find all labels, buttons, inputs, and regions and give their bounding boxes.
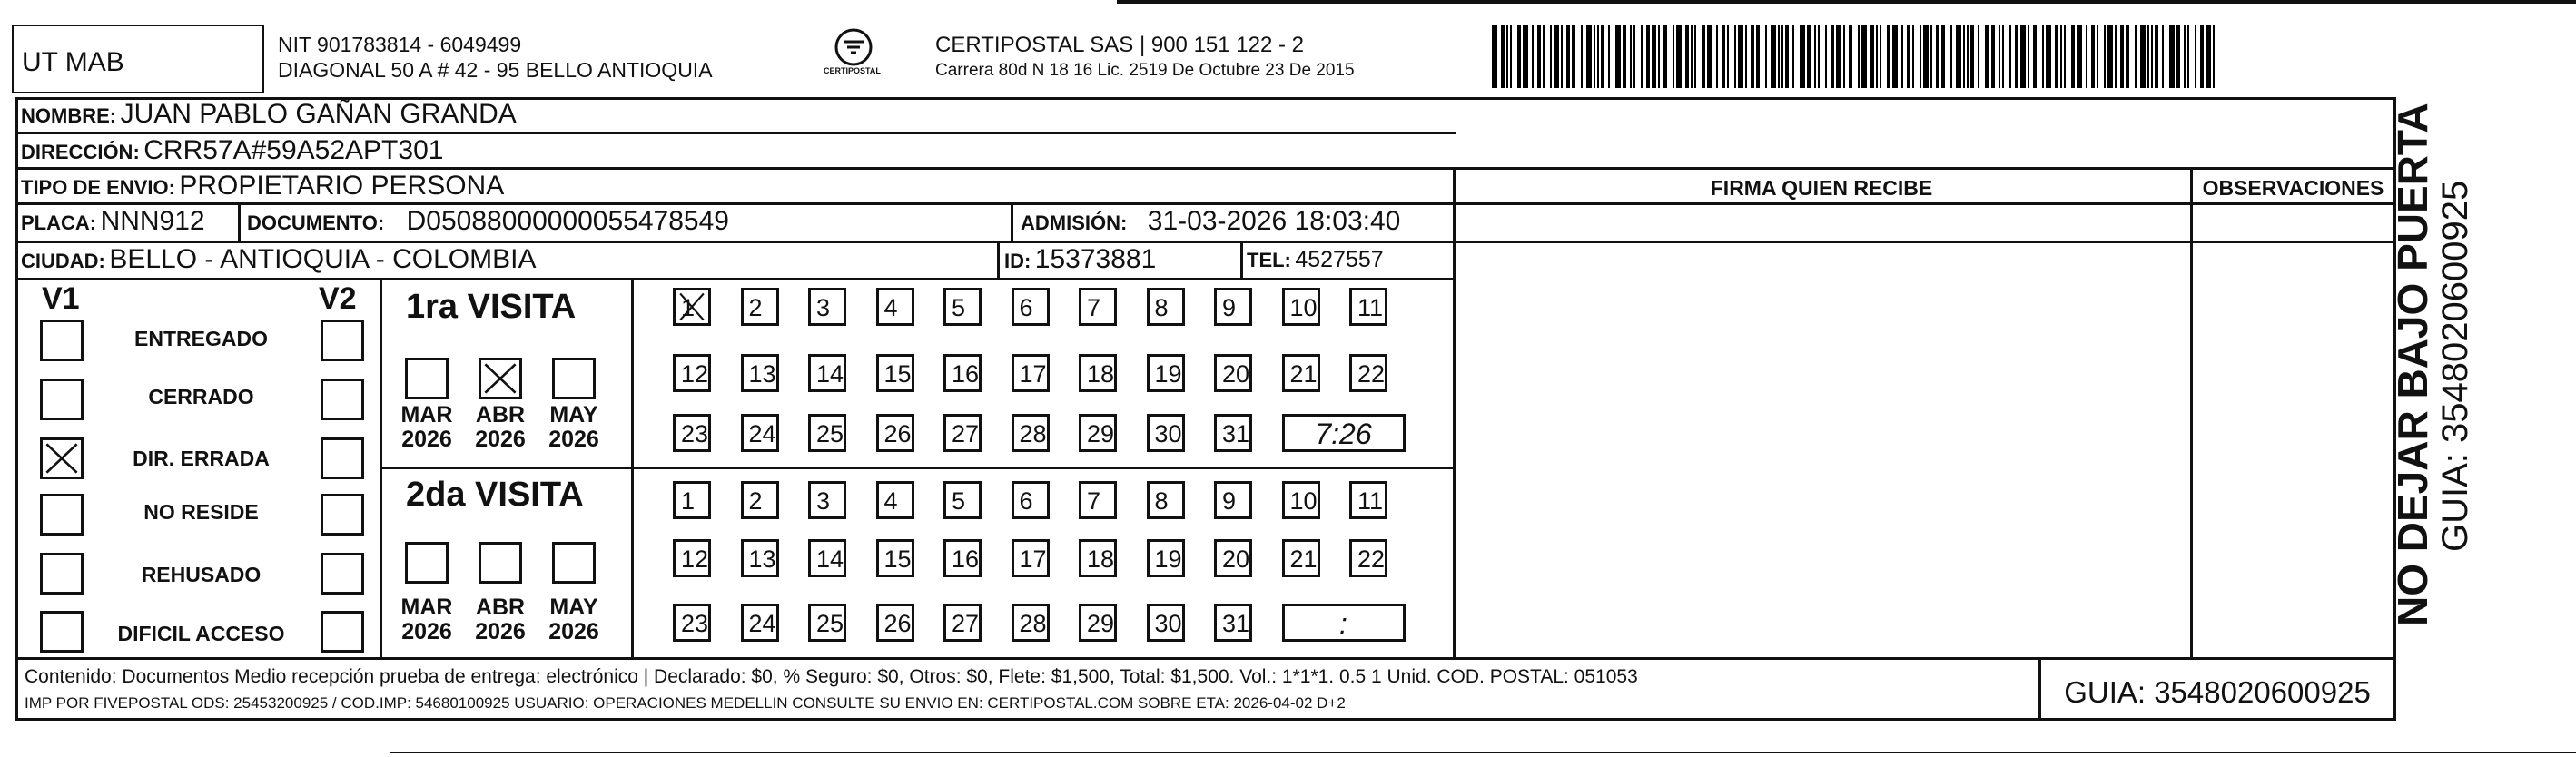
day-box[interactable]: 9 (1214, 481, 1252, 519)
day-box[interactable]: 3 (808, 481, 846, 519)
status-label: DIFICIL ACCESO (117, 622, 285, 645)
barcode-bar (1572, 25, 1575, 88)
barcode-bar (1814, 25, 1816, 88)
sender-address: DIAGONAL 50 A # 42 - 95 BELLO ANTIOQUIA (278, 58, 713, 82)
day-box[interactable]: 7 (1079, 288, 1117, 326)
visit1-title: 1ra VISITA (406, 288, 577, 326)
status-label: NO RESIDE (143, 500, 259, 524)
month-checkbox[interactable] (479, 542, 522, 584)
barcode-bar (2055, 25, 2058, 88)
barcode-bar (1920, 25, 1921, 88)
barcode-bar (2135, 25, 2137, 88)
day-box[interactable]: 29 (1079, 604, 1117, 642)
v1-checkbox[interactable] (40, 320, 84, 361)
barcode-bar (2155, 25, 2158, 88)
barcode-bar (1623, 25, 1626, 88)
barcode-bar (2120, 25, 2124, 88)
documento-row (247, 208, 729, 235)
barcode-bar (2046, 25, 2051, 88)
placa-row (21, 208, 205, 235)
admision-label: ADMISIÓN: (1021, 211, 1128, 234)
day-box[interactable]: 16 (943, 539, 982, 577)
barcode-bar (2176, 25, 2180, 88)
barcode-bar (1685, 25, 1689, 88)
month-label (469, 595, 532, 644)
barcode-bar (1751, 25, 1754, 88)
v2-checkbox[interactable] (321, 320, 364, 361)
day-box[interactable]: 22 (1349, 354, 1387, 392)
day-box[interactable]: 23 (673, 604, 711, 642)
barcode-bar (1967, 25, 1969, 88)
barcode-bar (1825, 25, 1827, 88)
footer-line2: IMP POR FIVEPOSTAL ODS: 25453200925 / COD.IMP: 54680100925 USUARIO: OPERACIONES MEDELLIN CONSULTE SU ENVIO EN: CERTIPOSTAL.COM SOBRE ETA: 2026-04-02 D+2 (25, 694, 1346, 712)
barcode-bar (1999, 25, 2000, 88)
barcode-bar (1800, 25, 1805, 88)
barcode-bar (1756, 25, 1760, 88)
day-box[interactable]: 14 (808, 539, 846, 577)
placa-label: PLACA: (21, 211, 97, 234)
month-name: ABR (475, 595, 526, 620)
barcode-bar (2020, 25, 2026, 88)
month-year: 2026 (401, 427, 452, 452)
v1-checkbox[interactable] (40, 494, 84, 536)
barcode-bar (1658, 25, 1660, 88)
barcode (1492, 25, 2218, 88)
day-box[interactable]: 13 (741, 539, 779, 577)
month-checkbox[interactable] (405, 542, 449, 584)
day-box[interactable]: 8 (1147, 288, 1185, 326)
month-label (542, 403, 606, 452)
day-box[interactable]: 12 (673, 354, 711, 392)
barcode-bar (2151, 25, 2153, 88)
row-rule (15, 167, 1456, 170)
barcode-bar (2071, 25, 2075, 88)
day-box[interactable]: 15 (876, 354, 914, 392)
observaciones-label: OBSERVACIONES (2202, 176, 2384, 200)
barcode-bar (1586, 25, 1592, 88)
day-box[interactable]: 26 (876, 604, 914, 642)
barcode-bar (1923, 25, 1929, 88)
direccion-label: DIRECCIÓN: (21, 141, 140, 163)
day-box[interactable]: 7 (1079, 481, 1117, 519)
id-row (1004, 246, 1156, 273)
day-box[interactable]: 9 (1214, 288, 1252, 326)
barcode-bar (1566, 25, 1570, 88)
barcode-bar (1887, 25, 1890, 88)
barcode-bar (2147, 25, 2149, 88)
documento-label: DOCUMENTO: (247, 211, 385, 234)
day-box[interactable]: 22 (1349, 539, 1387, 577)
row-rule (2190, 241, 2396, 243)
v1-checkbox[interactable] (40, 611, 84, 653)
barcode-bar (1702, 25, 1705, 88)
day-box[interactable]: 31 (1214, 604, 1252, 642)
barcode-bar (2187, 25, 2189, 88)
barcode-bar (1901, 25, 1903, 88)
month-checkbox[interactable] (552, 542, 596, 584)
direccion-row (21, 137, 443, 164)
admision-value: 31-03-2026 18:03:40 (1147, 206, 1401, 236)
day-box[interactable]: 16 (943, 354, 982, 392)
month-name: MAR (400, 402, 453, 428)
company-name: CERTIPOSTAL SAS | 900 151 122 - 2 (935, 33, 1304, 57)
month-year: 2026 (475, 427, 526, 452)
day-box[interactable]: 20 (1214, 354, 1252, 392)
barcode-bar (1646, 25, 1650, 88)
placa-value: NNN912 (100, 206, 205, 236)
col-rule (238, 202, 241, 241)
barcode-bar (1849, 25, 1852, 88)
barcode-bar (1506, 25, 1508, 88)
ciudad-row (21, 246, 536, 273)
status-label: REHUSADO (141, 563, 262, 586)
month-name: ABR (475, 402, 526, 428)
nombre-label: NOMBRE: (21, 104, 117, 127)
barcode-bar (1722, 25, 1725, 88)
v1-checkbox[interactable] (40, 437, 84, 479)
barcode-bar (1818, 25, 1820, 88)
barcode-bar (1807, 25, 1811, 88)
day-box[interactable]: 27 (943, 604, 982, 642)
barcode-bar (1523, 25, 1528, 88)
day-box[interactable]: 27 (943, 414, 982, 452)
barcode-bar (1912, 25, 1914, 88)
barcode-bar (1561, 25, 1563, 88)
day-box[interactable]: 25 (808, 414, 846, 452)
day-box[interactable]: 8 (1147, 481, 1185, 519)
barcode-bar (1843, 25, 1845, 88)
barcode-bar (1543, 25, 1545, 88)
row-rule (1453, 167, 2396, 170)
barcode-bar (2077, 25, 2082, 88)
v2-label: V2 (319, 281, 357, 316)
status-label: ENTREGADO (134, 327, 268, 350)
barcode-bar (1963, 25, 1965, 88)
month-year: 2026 (548, 619, 599, 644)
barcode-bar (2028, 25, 2029, 88)
barcode-bar (1608, 25, 1610, 88)
barcode-bar (2060, 25, 2062, 88)
barcode-bar (1532, 25, 1534, 88)
barcode-bar (1792, 25, 1794, 88)
bottom-rule (390, 752, 2576, 753)
day-box[interactable]: 4 (876, 481, 914, 519)
barcode-bar (2033, 25, 2037, 88)
direccion-value: CRR57A#59A52APT301 (143, 135, 444, 165)
barcode-bar (1870, 25, 1874, 88)
barcode-bar (1876, 25, 1878, 88)
v1-label: V1 (42, 281, 80, 316)
month-name: MAY (549, 402, 598, 428)
day-box[interactable]: 24 (741, 414, 779, 452)
day-box[interactable]: 3 (808, 288, 846, 326)
status-label: CERRADO (148, 385, 254, 408)
barcode-bar (2140, 25, 2146, 88)
v1-checkbox[interactable] (40, 553, 84, 595)
month-year: 2026 (401, 619, 452, 644)
barcode-bar (1517, 25, 1521, 88)
day-box[interactable]: 12 (673, 539, 711, 577)
barcode-bar (2107, 25, 2113, 88)
id-value: 15373881 (1034, 244, 1157, 274)
barcode-bar (2002, 25, 2004, 88)
barcode-bar (1738, 25, 1743, 88)
barcode-bar (2184, 25, 2186, 88)
barcode-bar (2091, 25, 2095, 88)
day-box[interactable]: 2 (741, 288, 779, 326)
time-box[interactable]: 7:26 (1282, 414, 1406, 452)
barcode-bar (1630, 25, 1632, 88)
barcode-bar (2009, 25, 2011, 88)
barcode-bar (1956, 25, 1961, 88)
barcode-bar (1716, 25, 1718, 88)
side-guia: GUIA: 3548020600925 (2435, 180, 2475, 552)
tipo-row (21, 172, 504, 200)
barcode-bar (1510, 25, 1512, 88)
no-dejar-text: NO DEJAR BAJO PUERTA (2389, 103, 2436, 626)
day-box[interactable]: 24 (741, 604, 779, 642)
barcode-bar (2169, 25, 2175, 88)
barcode-bar (1831, 25, 1834, 88)
barcode-bar (1501, 25, 1505, 88)
barcode-bar (1778, 25, 1780, 88)
id-label: ID: (1004, 250, 1031, 272)
barcode-bar (1601, 25, 1604, 88)
day-mark (676, 290, 708, 323)
v2-checkbox[interactable] (321, 611, 364, 653)
barcode-bar (1836, 25, 1841, 88)
day-box[interactable]: 17 (1012, 354, 1050, 392)
barcode-bar (2115, 25, 2117, 88)
barcode-bar (1676, 25, 1682, 88)
barcode-bar (1907, 25, 1910, 88)
col-rule (1240, 241, 1243, 278)
v2-checkbox[interactable] (321, 494, 364, 536)
barcode-bar (1970, 25, 1974, 88)
day-box[interactable]: 26 (876, 414, 914, 452)
day-box[interactable]: 13 (741, 354, 779, 392)
day-box[interactable]: 18 (1079, 539, 1117, 577)
month-label (469, 403, 532, 452)
barcode-bar (1727, 25, 1729, 88)
day-box[interactable]: 4 (876, 288, 914, 326)
nombre-value: JUAN PABLO GAÑAN GRANDA (120, 99, 517, 129)
barcode-bar (2213, 25, 2215, 88)
day-box[interactable]: 2 (741, 481, 779, 519)
documento-value: D05088000000055478549 (406, 206, 729, 236)
barcode-bar (1615, 25, 1621, 88)
barcode-bar (1930, 25, 1932, 88)
col-rule (1453, 167, 1456, 657)
day-box[interactable]: 21 (1282, 539, 1320, 577)
barcode-bar (2064, 25, 2066, 88)
month-checkbox[interactable] (552, 358, 596, 399)
barcode-bar (1492, 25, 1497, 88)
tipo-value: PROPIETARIO PERSONA (179, 171, 505, 201)
barcode-bar (2042, 25, 2044, 88)
barcode-bar (1691, 25, 1693, 88)
barcode-bar (1861, 25, 1867, 88)
day-box[interactable]: 17 (1012, 539, 1050, 577)
row-rule (380, 467, 1453, 469)
barcode-bar (1594, 25, 1595, 88)
barcode-bar (1597, 25, 1599, 88)
day-box[interactable]: 20 (1214, 539, 1252, 577)
day-box[interactable]: 1 (673, 288, 711, 326)
barcode-bar (2126, 25, 2129, 88)
barcode-bar (1892, 25, 1898, 88)
day-box[interactable]: 15 (876, 539, 914, 577)
day-box[interactable]: 6 (1012, 288, 1050, 326)
barcode-bar (1785, 25, 1789, 88)
month-checkbox[interactable] (479, 358, 522, 399)
barcode-bar (1771, 25, 1776, 88)
v2-checkbox[interactable] (321, 378, 364, 420)
tel-label: TEL: (1247, 249, 1291, 271)
barcode-bar (1941, 25, 1945, 88)
barcode-bar (1745, 25, 1747, 88)
barcode-bar (1978, 25, 1979, 88)
barcode-bar (2097, 25, 2098, 88)
day-box[interactable]: 23 (673, 414, 711, 452)
month-label (395, 595, 459, 644)
sender-name: UT MAB (22, 47, 124, 77)
tel-value: 4527557 (1295, 247, 1384, 272)
visit2-title: 2da VISITA (406, 476, 584, 514)
barcode-bar (2104, 25, 2106, 88)
day-box[interactable]: 29 (1079, 414, 1117, 452)
footer-line1: Contenido: Documentos Medio recepción prueba de entrega: electrónico | Declarado: $0, % Seguro: $0, Otros: $0, Flete: $1,500, Total: $1,500. Vol.: 1*1*1. 0.5 1 Unid. COD. POSTAL: 051053 (25, 666, 1638, 687)
barcode-bar (1985, 25, 1990, 88)
day-box[interactable]: 10 (1282, 481, 1320, 519)
day-box[interactable]: 21 (1282, 354, 1320, 392)
month-label (542, 595, 606, 644)
firma-label: FIRMA QUIEN RECIBE (1710, 176, 1933, 200)
barcode-bar (2200, 25, 2204, 88)
tel-row (1247, 249, 1384, 271)
month-name: MAY (549, 595, 598, 620)
month-label (395, 403, 459, 452)
barcode-bar (1880, 25, 1881, 88)
ciudad-label: CIUDAD: (21, 250, 105, 272)
day-box[interactable]: 19 (1147, 539, 1185, 577)
top-rule (1117, 0, 2576, 4)
day-box[interactable]: 30 (1147, 604, 1185, 642)
barcode-bar (1550, 25, 1552, 88)
barcode-bar (1694, 25, 1696, 88)
day-box[interactable]: 10 (1282, 288, 1320, 326)
col-rule (2190, 167, 2193, 657)
sender-nit: NIT 901783814 - 6049499 (278, 33, 522, 56)
month-name: MAR (400, 595, 453, 620)
day-box[interactable]: 5 (943, 288, 982, 326)
barcode-bar (1950, 25, 1952, 88)
v1-checkbox[interactable] (40, 378, 84, 420)
v2-checkbox[interactable] (321, 553, 364, 595)
barcode-bar (1581, 25, 1583, 88)
logo-text: CERTIPOSTAL (824, 66, 881, 75)
month-year: 2026 (475, 619, 526, 644)
day-box[interactable]: 31 (1214, 414, 1252, 452)
row-rule (15, 132, 1456, 134)
barcode-bar (2195, 25, 2196, 88)
day-box[interactable]: 11 (1349, 481, 1387, 519)
barcode-bar (1641, 25, 1643, 88)
day-box[interactable]: 14 (808, 354, 846, 392)
barcode-bar (1936, 25, 1939, 88)
admision-row (1021, 208, 1400, 235)
status-label: DIR. ERRADA (133, 447, 270, 470)
barcode-bar (1734, 25, 1736, 88)
col-rule (1011, 202, 1013, 241)
company-address: Carrera 80d N 18 16 Lic. 2519 De Octubre 23 De 2015 (935, 61, 1355, 80)
month-year: 2026 (548, 427, 599, 452)
time-box[interactable]: : (1282, 604, 1406, 642)
day-box[interactable]: 28 (1012, 414, 1050, 452)
footer-guia: GUIA: 3548020600925 (2064, 675, 2371, 709)
col-rule (997, 241, 1000, 278)
barcode-bar (1707, 25, 1712, 88)
barcode-bar (1765, 25, 1767, 88)
day-box[interactable]: 28 (1012, 604, 1050, 642)
row-rule (15, 202, 2396, 205)
barcode-bar (2086, 25, 2087, 88)
day-box[interactable]: 30 (1147, 414, 1185, 452)
day-box[interactable]: 5 (943, 481, 982, 519)
ciudad-value: BELLO - ANTIOQUIA - COLOMBIA (109, 244, 537, 274)
day-box[interactable]: 6 (1012, 481, 1050, 519)
v2-checkbox[interactable] (321, 437, 364, 479)
barcode-bar (1537, 25, 1541, 88)
month-checkbox[interactable] (405, 358, 449, 399)
barcode-bar (1673, 25, 1674, 88)
tipo-label: TIPO DE ENVIO: (21, 176, 175, 199)
barcode-bar (1652, 25, 1657, 88)
barcode-bar (1554, 25, 1559, 88)
barcode-bar (1781, 25, 1783, 88)
day-box[interactable]: 11 (1349, 288, 1387, 326)
barcode-bar (2015, 25, 2018, 88)
day-box[interactable]: 1 (673, 481, 711, 519)
day-box[interactable]: 25 (808, 604, 846, 642)
barcode-bar (1633, 25, 1635, 88)
day-box[interactable]: 18 (1079, 354, 1117, 392)
nombre-row (21, 101, 517, 128)
barcode-bar (1858, 25, 1860, 88)
barcode-bar (2162, 25, 2164, 88)
barcode-bar (1991, 25, 1995, 88)
row-rule (15, 278, 1456, 280)
barcode-bar (1663, 25, 1667, 88)
certipostal-logo (822, 27, 885, 84)
row-rule (1456, 241, 2190, 243)
day-box[interactable]: 19 (1147, 354, 1185, 392)
barcode-bar (2206, 25, 2211, 88)
